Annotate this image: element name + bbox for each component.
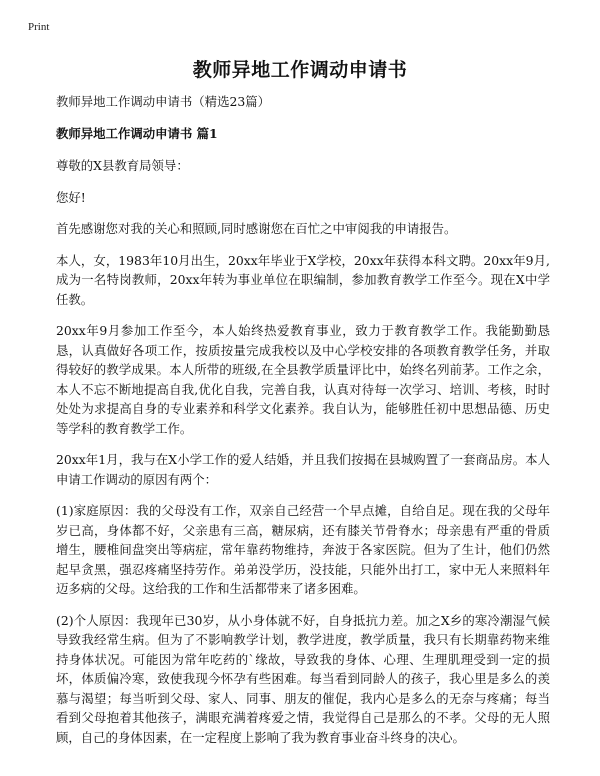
paragraph-background: 本人，女，1983年10月出生，20xx年毕业于X学校，20xx年获得本科文聘。20xx年9月,成为一名特岗教师，20xx年转为事业单位在职编制，参加教育教学工作至今。现在X中学任教。 <box>56 252 550 307</box>
document-title: 教师异地工作调动申请书 <box>192 59 408 81</box>
paragraph-marriage: 20xx年1月，我与在X小学工作的爱人结婚，并且我们按揭在县城购置了一套商品房。本人申请工作调动的原因有两个： <box>56 452 550 487</box>
paragraph-work: 20xx年9月参加工作至今，本人始终热爱教育事业，致力于教育教学工作。我能勤勤恳恳，认真做好各项工作，按质按量完成我校以及中心学校安排的各项教育教学任务，并取得较好的教学成果。本人所带的班级,在全县教学质量评比中，始终名列前茅。工作之余，本人不忘不断地提高自我,优化自我，完善自我，认真对待每一次学习、培训、考核，时时处处为求提高自身的专业素养和科学文化素养。我自认为，能够胜任初中思想品德、历史等学科的教育教学工作。 <box>56 323 550 436</box>
section-heading: 教师异地工作调动申请书 篇1 <box>56 125 218 141</box>
document-body <box>56 92 550 759</box>
paragraph-personal-reason: (2)个人原因：我现年已30岁，从小身体就不好，自身抵抗力差。加之X乡的寒冷潮湿气候导致我经常生病。但为了不影响教学计划，教学进度，教学质量，我只有长期靠药物来维持身体状况。可能因为常年吃药的`缘故，导致我的身体、心理、生理肌理受到一定的损坏，体质偏冷寒，致使我现今怀孕有些困难。每当看到同龄人的孩子，我心里是多么的羡慕与渴望；每当听到父母、家人、同事、朋友的催促，我内心是多么的无奈与疼痛；每当看到父母抱着其他孩子，满眼充满着疼爱之情，我觉得自己是那么的不孝。父母的无人照顾，自己的身体因素，在一定程度上影响了我为教育事业奋斗终身的决心。 <box>56 612 550 745</box>
paragraph-family-reason: (1)家庭原因：我的父母没有工作，双亲自己经营一个早点摊，自给自足。现在我的父母年岁已高，身体都不好，父亲患有三高，糖尿病，还有膝关节骨脊水；母亲患有严重的骨质增生，腰椎间盘突出等病症，常年靠药物维持，奔波于各家医院。但为了生计，他们仍然起早贪黑，强忍疼痛坚持劳作。弟弟没学历，没技能，只能外出打工，家中无人来照料年迈多病的父母。这给我的工作和生活都带来了诸多困难。 <box>56 503 550 596</box>
paragraph-thanks: 首先感谢您对我的关心和照顾,同时感谢您在百忙之中审阅我的申请报告。 <box>56 221 457 236</box>
print-link[interactable]: Print <box>28 21 50 33</box>
document-subtitle: 教师异地工作调动申请书（精选23篇） <box>56 94 271 109</box>
salutation: 尊敬的X县教育局领导： <box>56 158 189 173</box>
greeting: 您好! <box>56 189 86 205</box>
